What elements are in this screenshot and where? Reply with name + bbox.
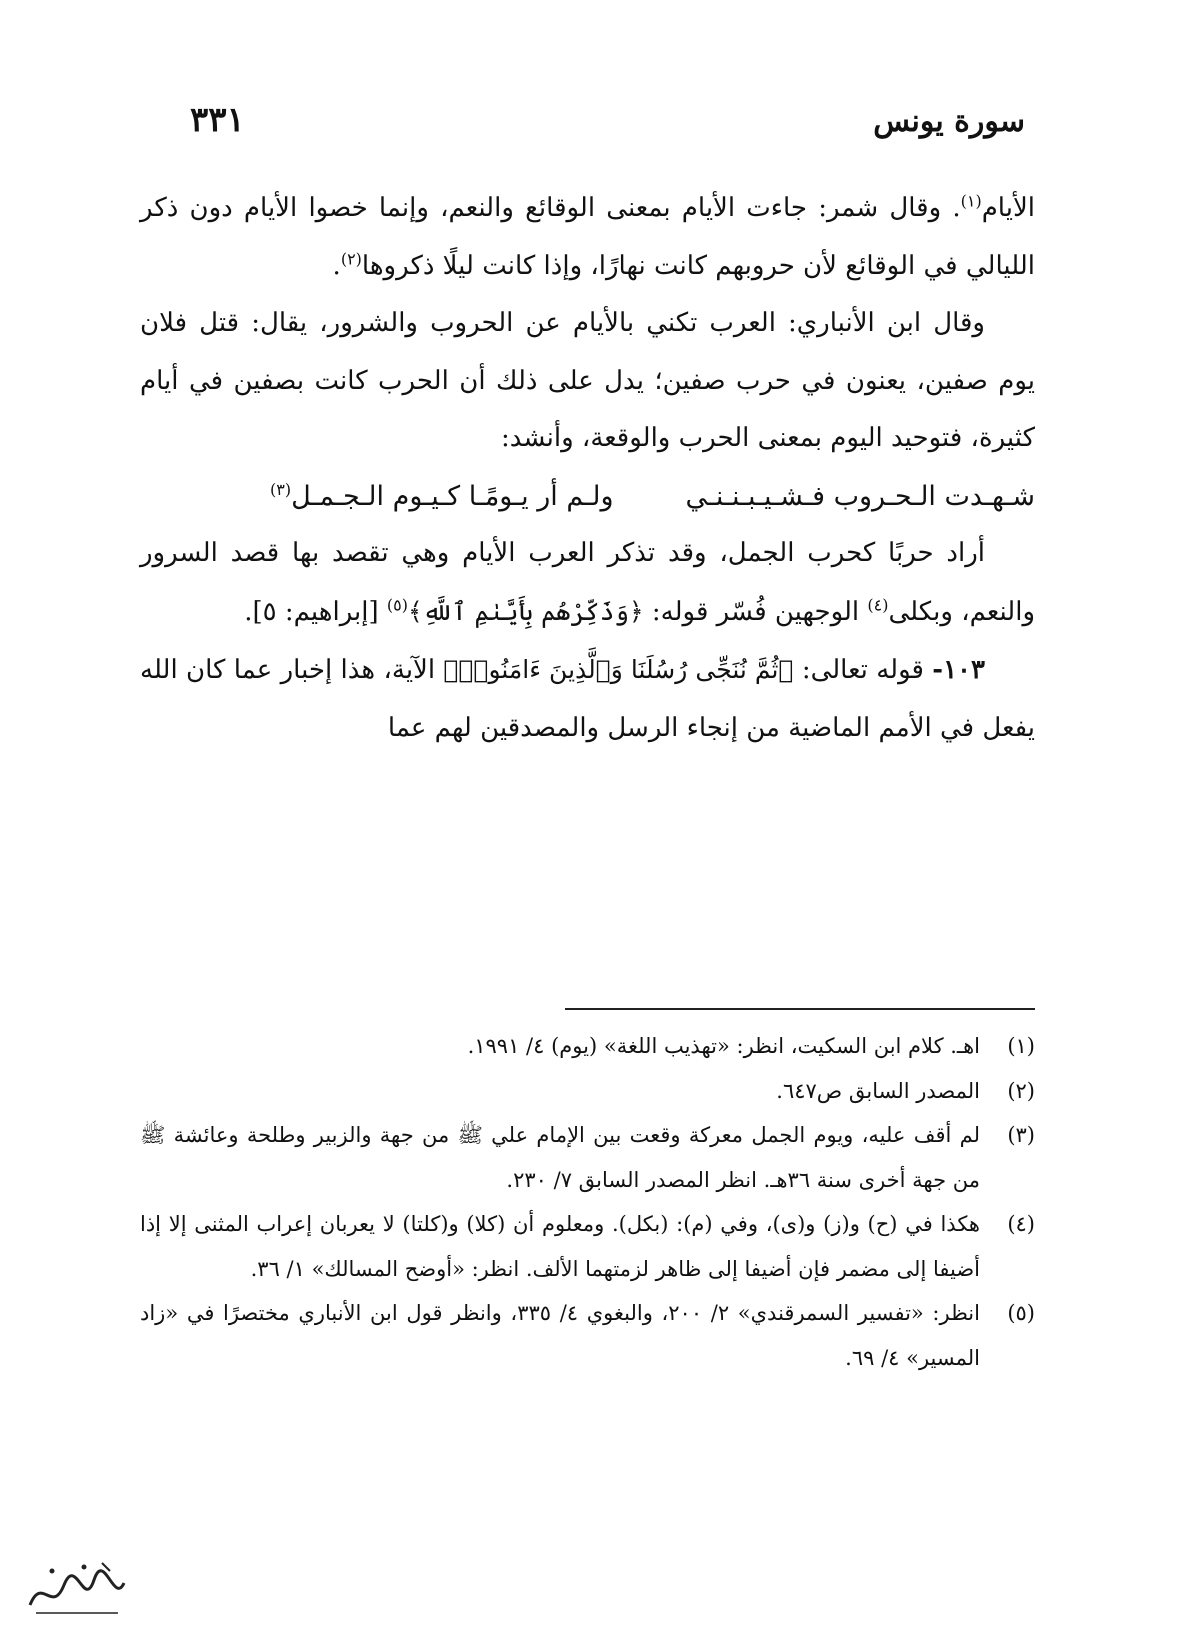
page-header bbox=[190, 100, 1025, 150]
footnote-5: (٥) انظر: «تفسير السمرقندي» ٢/ ٢٠٠، والبغوي ٤/ ٣٣٥، وانظر قول ابن الأنباري مختصرًا في «زاد المسير» ٤/ ٦٩. bbox=[140, 1301, 1035, 1370]
page-number: ٣٣١ bbox=[190, 100, 245, 140]
footnote-ref: (٤) bbox=[867, 594, 889, 614]
footnotes bbox=[140, 1024, 1035, 1380]
footnote-ref: (٣) bbox=[270, 479, 292, 499]
quran-quote: ﴿ثُمَّ نُنَجِّى رُسُلَنَا وَٱلَّذِينَ ءَامَنُوا۟﴾ bbox=[443, 655, 794, 684]
paragraph-1: الأيام$^{(١)}$. وقال شمر: جاءت الأيام بمعنى الوقائع والنعم، وإنما خصوا الأيام دون ذكر الليالي في الوقائع لأن حروبهم كانت نهارًا، وإذا كانت ليلًا ذكروها$^{(٢)}$. bbox=[140, 191, 1035, 281]
footnote-ref: (٥) bbox=[386, 594, 409, 614]
footnote-3: (٣) لم أقف عليه، ويوم الجمل معركة وقعت بين الإمام علي ﷺ من جهة والزبير وطلحة وعائشة ﷺ من جهة أخرى سنة ٣٦هـ. انظر المصدر السابق ٧/ ٢٣٠. bbox=[140, 1123, 1035, 1192]
verse-second-hemistich: ولـم أر يـومًـا كـيـوم الـجـمـل$^{(٣)}$ bbox=[270, 479, 614, 512]
verse-first-hemistich: شـهـدت الـحـروب فـشـيـبـنـنـي bbox=[685, 480, 1035, 512]
footnote-4: (٤) هكذا في (ح) و(ز) و(ى)، وفي (م): (بكل). ومعلوم أن (كلا) و(كلتا) لا يعربان إعراب المثنى إلا إذا أضيفا إلى مضمر فإن أضيفا إلى ظاهر لزمتهما الألف. انظر: «أوضح المسالك» ١/ ٣٦. bbox=[140, 1212, 1035, 1281]
paragraph-4: ١٠٣- قوله تعالى: ﴿ثُمَّ نُنَجِّى رُسُلَنَا وَٱلَّذِينَ ءَامَنُوا۟﴾ الآية، هذا إخبار عما كان الله يفعل في الأمم الماضية من إنجاء الرسل والمصدقين لهم عما bbox=[140, 655, 1035, 743]
footnote-2: (٢) المصدر السابق ص٦٤٧. bbox=[776, 1078, 1035, 1103]
footnote-ref: (٢) bbox=[340, 248, 362, 268]
footnote-ref: (١) bbox=[960, 191, 982, 211]
main-text bbox=[140, 180, 1035, 757]
paragraph-2: وقال ابن الأنباري: العرب تكني بالأيام عن الحروب والشرور، يقال: قتل فلان يوم صفين، يعنون في حرب صفين؛ يدل على ذلك أن الحرب كانت بصفين في أيام كثيرة، فتوحيد اليوم بمعنى الحرب والوقعة، وأنشد: bbox=[140, 308, 1035, 453]
verse-number: ١٠٣- bbox=[932, 655, 985, 685]
poetry-verse bbox=[140, 468, 1035, 526]
footnote-separator bbox=[565, 1008, 1035, 1010]
paragraph-3: أراد حربًا كحرب الجمل، وقد تذكر العرب الأيام وهي تقصد بها قصد السرور والنعم، وبكلى$^{(٤)}$ الوجهين فُسّر قوله: ﴿وَذَكِّرْهُم بِأَيَّىٰمِ ٱللَّهِ﴾$^{(٥)}$ [إبراهيم: ٥]. bbox=[140, 538, 1035, 627]
footnote-1: (١) اهـ. كلام ابن السكيت، انظر: «تهذيب اللغة» (يوم) ٤/ ١٩٩١. bbox=[467, 1034, 1035, 1058]
running-title: سورة يونس bbox=[873, 104, 1025, 139]
quran-quote: ﴿وَذَكِّرْهُم بِأَيَّىٰمِ ٱللَّهِ﴾ bbox=[408, 596, 644, 626]
publisher-logo bbox=[22, 1555, 132, 1625]
